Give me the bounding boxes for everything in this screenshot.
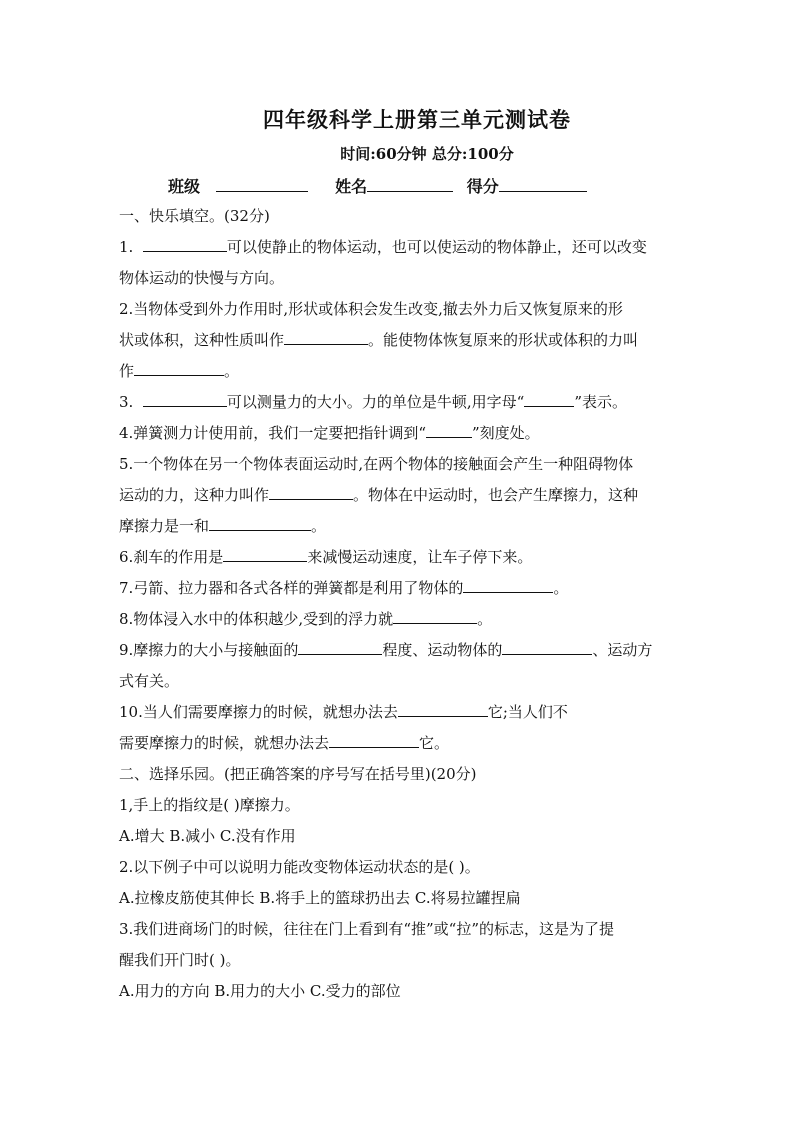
answer-blank[interactable] bbox=[524, 390, 574, 407]
choice-question-3-cont: 醒我们开门时( )。 bbox=[119, 951, 241, 969]
exam-content bbox=[119, 201, 679, 1007]
question-4: 4.弹簧测力计使用前，我们一定要把指针调到“ ”刻度处。 bbox=[119, 418, 679, 449]
question-10-cont: 需要摩擦力的时候，就想办法去 它。 bbox=[119, 728, 679, 759]
student-info-row bbox=[168, 174, 587, 197]
question-5-cont: 运动的力，这种力叫作 。物体在中运动时，也会产生摩擦力，这种 bbox=[119, 480, 679, 511]
choice-question-1: 1,手上的指纹是( )摩擦力。 bbox=[119, 796, 300, 814]
answer-blank[interactable] bbox=[393, 607, 477, 624]
question-8: 8.物体浸入水中的体积越少,受到的浮力就 。 bbox=[119, 604, 679, 635]
question-2-cont2: 作 。 bbox=[119, 356, 679, 387]
exam-title: 四年级科学上册第三单元测试卷 bbox=[263, 107, 571, 132]
answer-blank[interactable] bbox=[143, 235, 227, 252]
choice-options-2: A.拉橡皮筋使其伸长 B.将手上的篮球扔出去 C.将易拉罐捏扁 bbox=[119, 889, 521, 907]
question-3: 3. 可以测量力的大小。力的单位是牛顿,用字母“ ”表示。 bbox=[119, 387, 679, 418]
question-9-cont: 式有关。 bbox=[119, 672, 180, 690]
answer-blank[interactable] bbox=[298, 638, 382, 655]
choice-options-3: A.用力的方向 B.用力的大小 C.受力的部位 bbox=[119, 982, 401, 1000]
answer-blank[interactable] bbox=[329, 731, 419, 748]
name-blank[interactable] bbox=[367, 177, 453, 192]
section-heading: 一、快乐填空。(32分) bbox=[119, 207, 270, 225]
answer-blank[interactable] bbox=[269, 483, 353, 500]
score-blank[interactable] bbox=[499, 177, 587, 192]
question-6: 6.刹车的作用是 来减慢运动速度，让车子停下来。 bbox=[119, 542, 679, 573]
section-heading: 二、选择乐园。(把正确答案的序号写在括号里)(20分) bbox=[119, 765, 477, 783]
choice-question-2: 2.以下例子中可以说明力能改变物体运动状态的是( )。 bbox=[119, 858, 480, 876]
answer-blank[interactable] bbox=[134, 359, 224, 376]
answer-blank[interactable] bbox=[223, 545, 307, 562]
answer-blank[interactable] bbox=[284, 328, 368, 345]
question-7: 7.弓箭、拉力器和各式各样的弹簧都是利用了物体的 。 bbox=[119, 573, 679, 604]
question-5: 5.一个物体在另一个物体表面运动时,在两个物体的接触面会产生一种阻碍物体 bbox=[119, 455, 634, 473]
question-5-cont2: 摩擦力是一和 。 bbox=[119, 511, 679, 542]
score-label: 得分 bbox=[466, 177, 499, 196]
choice-question-3: 3.我们进商场门的时候，往往在门上看到有“推”或“拉”的标志，这是为了提 bbox=[119, 920, 614, 938]
exam-subtitle: 时间:60分钟 总分:100分 bbox=[340, 145, 514, 163]
question-10: 10.当人们需要摩擦力的时候，就想办法去 它;当人们不 bbox=[119, 697, 679, 728]
question-2-cont: 状或体积，这种性质叫作 。能使物体恢复原来的形状或体积的力叫 bbox=[119, 325, 679, 356]
question-1: 1. 可以使静止的物体运动，也可以使运动的物体静止，还可以改变 bbox=[119, 232, 679, 263]
question-1-cont: 物体运动的快慢与方向。 bbox=[119, 269, 285, 287]
answer-blank[interactable] bbox=[426, 421, 472, 438]
answer-blank[interactable] bbox=[502, 638, 592, 655]
answer-blank[interactable] bbox=[209, 514, 311, 531]
answer-blank[interactable] bbox=[398, 700, 488, 717]
class-blank[interactable] bbox=[216, 177, 308, 192]
answer-blank[interactable] bbox=[143, 390, 227, 407]
question-9: 9.摩擦力的大小与接触面的 程度、运动物体的 、运动方 bbox=[119, 635, 679, 666]
name-label: 姓名 bbox=[335, 177, 368, 196]
question-2: 2.当物体受到外力作用时,形状或体积会发生改变,撤去外力后又恢复原来的形 bbox=[119, 300, 623, 318]
answer-blank[interactable] bbox=[463, 576, 553, 593]
choice-options-1: A.增大 B.减小 C.没有作用 bbox=[119, 827, 296, 845]
class-label: 班级 bbox=[168, 177, 201, 196]
